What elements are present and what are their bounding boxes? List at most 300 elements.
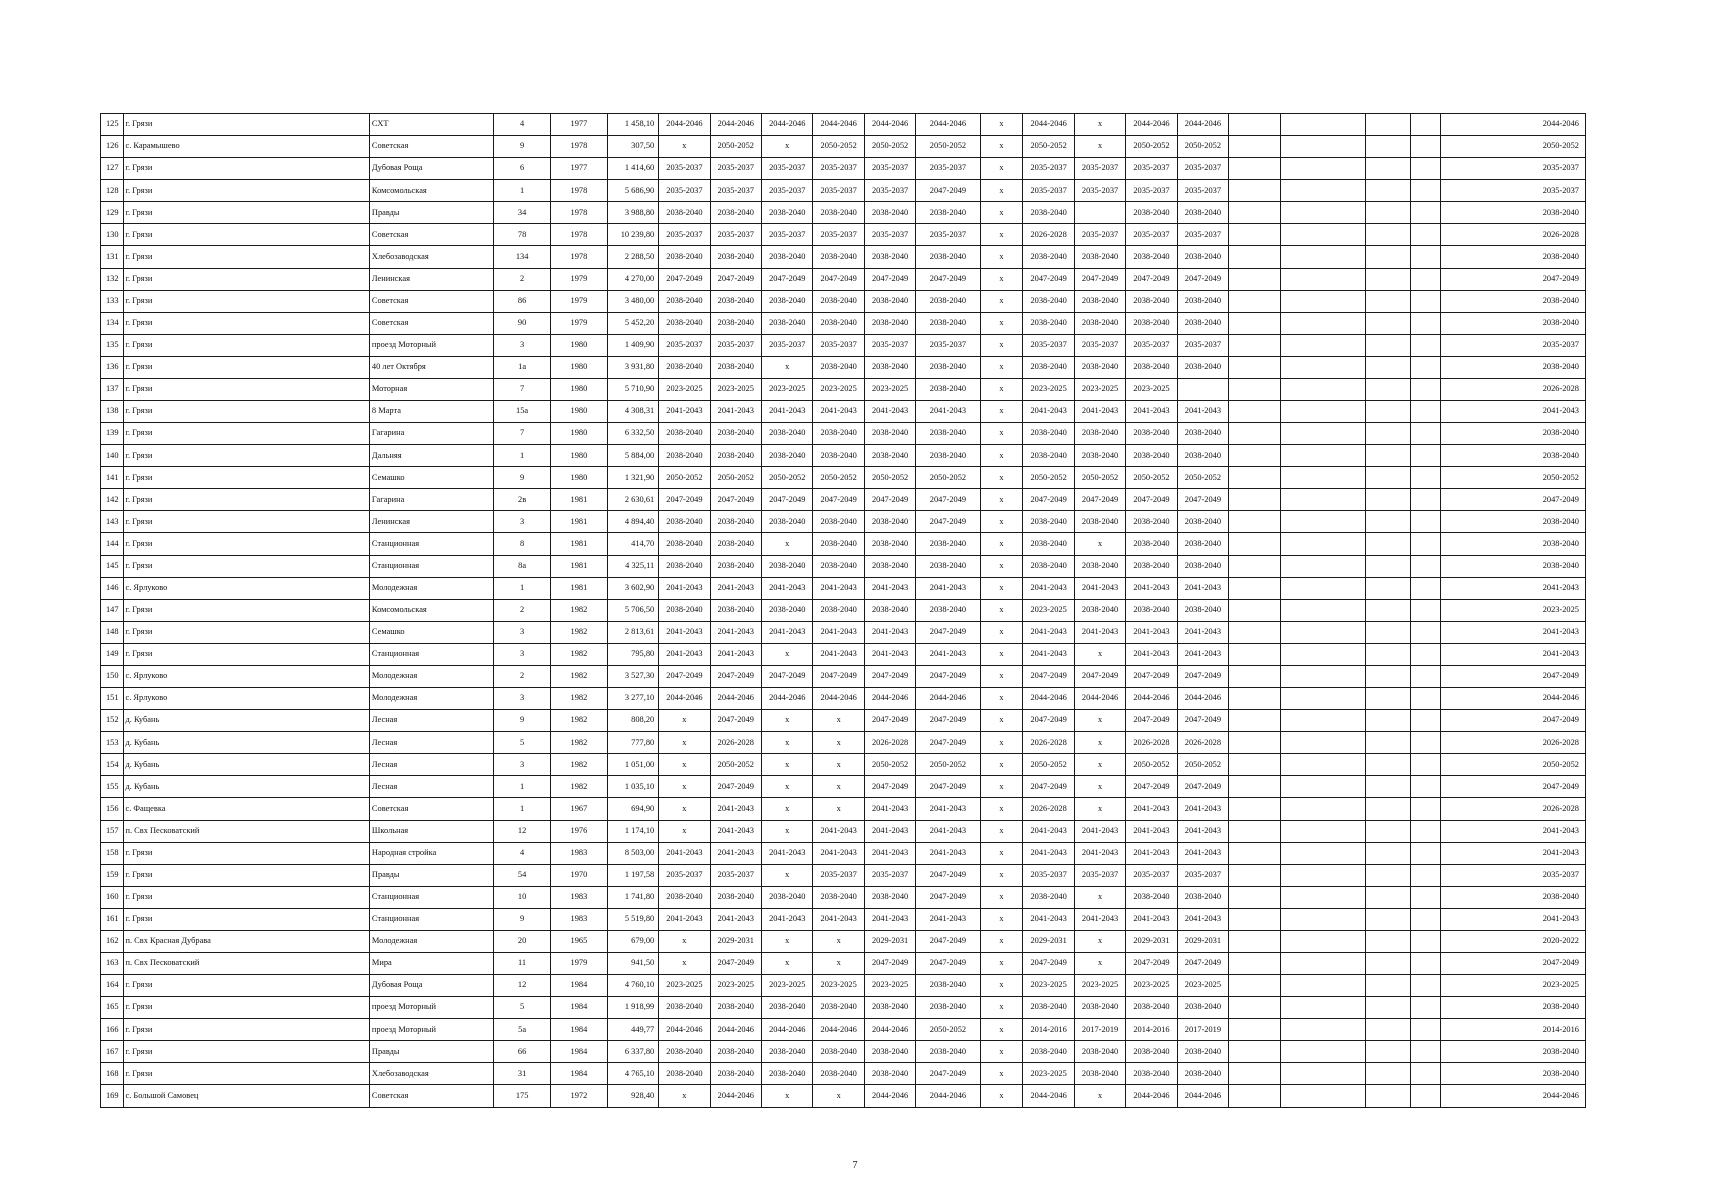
- cell-period-9: x: [1074, 1085, 1125, 1108]
- cell-period-8: 2038-2040: [1023, 997, 1074, 1019]
- cell-area: 2 288,50: [607, 246, 658, 268]
- cell-period-10: 2041-2043: [1126, 820, 1177, 842]
- cell-period-7: x: [980, 224, 1023, 246]
- cell-period-11: 2041-2043: [1177, 842, 1228, 864]
- cell-year-built: 1982: [550, 665, 607, 687]
- cell-period-5: 2038-2040: [864, 599, 915, 621]
- cell-period-15: [1411, 1041, 1441, 1063]
- cell-street: Дубовая Роща: [369, 975, 493, 997]
- cell-period-13: [1280, 798, 1366, 820]
- cell-period-5: 2023-2025: [864, 975, 915, 997]
- cell-period-7: x: [980, 577, 1023, 599]
- cell-period-10: 2047-2049: [1126, 665, 1177, 687]
- cell-period-10: 2038-2040: [1126, 246, 1177, 268]
- table-row: [101, 820, 1586, 842]
- cell-period-11: 2038-2040: [1177, 533, 1228, 555]
- cell-period-10: 2041-2043: [1126, 577, 1177, 599]
- cell-period-6: 2047-2049: [916, 180, 980, 202]
- cell-period-4: 2035-2037: [813, 158, 864, 180]
- cell-period-6: 2044-2046: [916, 1085, 980, 1108]
- cell-row-number: 151: [101, 688, 124, 710]
- cell-period-13: [1280, 842, 1366, 864]
- cell-period-5: 2038-2040: [864, 1063, 915, 1085]
- cell-period-4: 2038-2040: [813, 356, 864, 378]
- cell-period-9: x: [1074, 798, 1125, 820]
- cell-locality: с. Фащевка: [123, 798, 369, 820]
- cell-final-period: 2026-2028: [1441, 732, 1586, 754]
- cell-area: 1 458,10: [607, 114, 658, 136]
- cell-period-11: 2038-2040: [1177, 423, 1228, 445]
- cell-row-number: 139: [101, 423, 124, 445]
- cell-period-3: 2038-2040: [762, 886, 813, 908]
- cell-period-1: 2047-2049: [659, 268, 710, 290]
- cell-area: 808,20: [607, 710, 658, 732]
- cell-period-1: 2035-2037: [659, 180, 710, 202]
- cell-house-number: 8: [494, 533, 551, 555]
- cell-final-period: 2044-2046: [1441, 688, 1586, 710]
- cell-period-14: [1366, 643, 1411, 665]
- cell-street: Советская: [369, 224, 493, 246]
- cell-period-15: [1411, 1019, 1441, 1041]
- cell-period-14: [1366, 975, 1411, 997]
- cell-period-7: x: [980, 533, 1023, 555]
- cell-period-14: [1366, 401, 1411, 423]
- cell-period-6: 2035-2037: [916, 224, 980, 246]
- cell-period-13: [1280, 268, 1366, 290]
- cell-period-5: 2038-2040: [864, 555, 915, 577]
- cell-period-10: 2035-2037: [1126, 158, 1177, 180]
- cell-final-period: 2035-2037: [1441, 334, 1586, 356]
- cell-period-6: 2038-2040: [916, 378, 980, 400]
- table-row: [101, 930, 1586, 952]
- cell-period-4: 2038-2040: [813, 599, 864, 621]
- cell-locality: г. Грязи: [123, 997, 369, 1019]
- cell-year-built: 1980: [550, 445, 607, 467]
- cell-row-number: 135: [101, 334, 124, 356]
- cell-period-5: 2047-2049: [864, 952, 915, 974]
- cell-year-built: 1984: [550, 997, 607, 1019]
- cell-period-8: 2038-2040: [1023, 533, 1074, 555]
- cell-year-built: 1965: [550, 930, 607, 952]
- table-row: [101, 136, 1586, 158]
- cell-period-15: [1411, 180, 1441, 202]
- cell-period-2: 2041-2043: [710, 621, 761, 643]
- cell-row-number: 136: [101, 356, 124, 378]
- cell-period-11: 2044-2046: [1177, 114, 1228, 136]
- cell-row-number: 133: [101, 290, 124, 312]
- cell-period-3: 2047-2049: [762, 665, 813, 687]
- cell-area: 449,77: [607, 1019, 658, 1041]
- cell-period-9: 2035-2037: [1074, 334, 1125, 356]
- cell-period-3: 2038-2040: [762, 599, 813, 621]
- cell-period-14: [1366, 997, 1411, 1019]
- cell-period-3: 2038-2040: [762, 1041, 813, 1063]
- cell-period-4: 2035-2037: [813, 224, 864, 246]
- cell-period-12: [1229, 180, 1280, 202]
- cell-period-9: 2041-2043: [1074, 577, 1125, 599]
- cell-year-built: 1979: [550, 290, 607, 312]
- cell-period-8: 2023-2025: [1023, 378, 1074, 400]
- cell-final-period: 2047-2049: [1441, 268, 1586, 290]
- cell-house-number: 134: [494, 246, 551, 268]
- cell-row-number: 129: [101, 202, 124, 224]
- cell-period-1: 2041-2043: [659, 908, 710, 930]
- cell-period-11: 2038-2040: [1177, 290, 1228, 312]
- cell-period-1: 2047-2049: [659, 489, 710, 511]
- cell-period-11: 2038-2040: [1177, 246, 1228, 268]
- cell-final-period: 2035-2037: [1441, 864, 1586, 886]
- table-row: [101, 643, 1586, 665]
- cell-area: 5 884,00: [607, 445, 658, 467]
- cell-row-number: 165: [101, 997, 124, 1019]
- cell-period-14: [1366, 665, 1411, 687]
- cell-period-15: [1411, 886, 1441, 908]
- cell-area: 1 414,60: [607, 158, 658, 180]
- cell-period-15: [1411, 378, 1441, 400]
- cell-street: Моторная: [369, 378, 493, 400]
- cell-period-2: 2035-2037: [710, 224, 761, 246]
- cell-period-6: 2047-2049: [916, 886, 980, 908]
- cell-area: 414,70: [607, 533, 658, 555]
- cell-period-2: 2041-2043: [710, 908, 761, 930]
- cell-period-7: x: [980, 268, 1023, 290]
- cell-period-15: [1411, 312, 1441, 334]
- cell-period-11: 2050-2052: [1177, 136, 1228, 158]
- cell-period-8: 2029-2031: [1023, 930, 1074, 952]
- cell-period-13: [1280, 445, 1366, 467]
- cell-period-14: [1366, 290, 1411, 312]
- cell-period-13: [1280, 533, 1366, 555]
- cell-period-9: 2047-2049: [1074, 665, 1125, 687]
- cell-period-7: x: [980, 710, 1023, 732]
- cell-period-2: 2044-2046: [710, 1019, 761, 1041]
- cell-period-15: [1411, 489, 1441, 511]
- cell-period-2: 2038-2040: [710, 202, 761, 224]
- cell-period-4: 2023-2025: [813, 378, 864, 400]
- table-row: [101, 621, 1586, 643]
- cell-period-12: [1229, 290, 1280, 312]
- cell-period-12: [1229, 378, 1280, 400]
- cell-period-3: 2035-2037: [762, 180, 813, 202]
- cell-period-15: [1411, 688, 1441, 710]
- cell-period-8: 2047-2049: [1023, 776, 1074, 798]
- cell-period-7: x: [980, 334, 1023, 356]
- cell-period-13: [1280, 114, 1366, 136]
- cell-final-period: 2035-2037: [1441, 180, 1586, 202]
- cell-street: Лесная: [369, 710, 493, 732]
- cell-period-6: 2041-2043: [916, 798, 980, 820]
- cell-period-11: 2038-2040: [1177, 445, 1228, 467]
- cell-period-7: x: [980, 290, 1023, 312]
- cell-period-15: [1411, 754, 1441, 776]
- cell-locality: г. Грязи: [123, 114, 369, 136]
- cell-house-number: 4: [494, 842, 551, 864]
- cell-period-1: 2041-2043: [659, 401, 710, 423]
- cell-area: 4 325,11: [607, 555, 658, 577]
- cell-period-10: 2041-2043: [1126, 842, 1177, 864]
- table-row: [101, 577, 1586, 599]
- cell-area: 4 270,00: [607, 268, 658, 290]
- cell-period-6: 2050-2052: [916, 1019, 980, 1041]
- cell-period-4: 2038-2040: [813, 312, 864, 334]
- cell-period-2: 2041-2043: [710, 842, 761, 864]
- table-row: [101, 467, 1586, 489]
- cell-period-6: 2038-2040: [916, 1041, 980, 1063]
- cell-period-14: [1366, 114, 1411, 136]
- cell-period-5: 2038-2040: [864, 246, 915, 268]
- cell-period-13: [1280, 732, 1366, 754]
- cell-period-14: [1366, 533, 1411, 555]
- cell-period-14: [1366, 312, 1411, 334]
- table-row: [101, 401, 1586, 423]
- cell-period-13: [1280, 180, 1366, 202]
- cell-period-1: 2047-2049: [659, 665, 710, 687]
- cell-period-15: [1411, 224, 1441, 246]
- cell-period-6: 2038-2040: [916, 246, 980, 268]
- cell-period-11: 2023-2025: [1177, 975, 1228, 997]
- cell-period-12: [1229, 952, 1280, 974]
- cell-period-4: x: [813, 798, 864, 820]
- cell-period-7: x: [980, 312, 1023, 334]
- cell-period-8: 2035-2037: [1023, 334, 1074, 356]
- cell-final-period: 2038-2040: [1441, 555, 1586, 577]
- cell-period-4: 2035-2037: [813, 180, 864, 202]
- cell-period-9: 2038-2040: [1074, 599, 1125, 621]
- cell-period-12: [1229, 1085, 1280, 1108]
- cell-period-5: 2041-2043: [864, 798, 915, 820]
- cell-year-built: 1978: [550, 224, 607, 246]
- cell-row-number: 150: [101, 665, 124, 687]
- cell-year-built: 1984: [550, 1063, 607, 1085]
- cell-period-1: x: [659, 798, 710, 820]
- cell-period-8: 2047-2049: [1023, 952, 1074, 974]
- table-row: [101, 511, 1586, 533]
- cell-period-7: x: [980, 158, 1023, 180]
- cell-period-3: x: [762, 732, 813, 754]
- cell-locality: г. Грязи: [123, 202, 369, 224]
- cell-year-built: 1982: [550, 754, 607, 776]
- table-row: [101, 1085, 1586, 1108]
- cell-period-2: 2038-2040: [710, 555, 761, 577]
- cell-row-number: 143: [101, 511, 124, 533]
- cell-final-period: 2038-2040: [1441, 886, 1586, 908]
- cell-street: Лесная: [369, 754, 493, 776]
- cell-period-7: x: [980, 1041, 1023, 1063]
- cell-period-4: 2035-2037: [813, 334, 864, 356]
- cell-row-number: 128: [101, 180, 124, 202]
- cell-row-number: 164: [101, 975, 124, 997]
- cell-final-period: 2041-2043: [1441, 621, 1586, 643]
- cell-period-10: 2041-2043: [1126, 908, 1177, 930]
- cell-locality: г. Грязи: [123, 312, 369, 334]
- table-row: [101, 312, 1586, 334]
- cell-house-number: 9: [494, 136, 551, 158]
- cell-period-10: 2047-2049: [1126, 268, 1177, 290]
- cell-period-2: 2038-2040: [710, 423, 761, 445]
- cell-period-8: 2041-2043: [1023, 908, 1074, 930]
- cell-period-14: [1366, 158, 1411, 180]
- cell-period-7: x: [980, 798, 1023, 820]
- cell-period-14: [1366, 136, 1411, 158]
- cell-area: 777,80: [607, 732, 658, 754]
- cell-period-1: 2044-2046: [659, 1019, 710, 1041]
- cell-street: Станционная: [369, 533, 493, 555]
- cell-period-2: 2023-2025: [710, 378, 761, 400]
- cell-row-number: 145: [101, 555, 124, 577]
- cell-period-6: 2041-2043: [916, 401, 980, 423]
- cell-period-10: 2038-2040: [1126, 445, 1177, 467]
- cell-period-3: 2038-2040: [762, 555, 813, 577]
- cell-row-number: 154: [101, 754, 124, 776]
- cell-period-10: 2038-2040: [1126, 356, 1177, 378]
- cell-period-11: 2038-2040: [1177, 1041, 1228, 1063]
- cell-period-4: x: [813, 930, 864, 952]
- cell-period-2: 2038-2040: [710, 997, 761, 1019]
- cell-street: Советская: [369, 136, 493, 158]
- cell-period-9: 2041-2043: [1074, 842, 1125, 864]
- cell-period-13: [1280, 599, 1366, 621]
- cell-period-4: 2044-2046: [813, 1019, 864, 1041]
- cell-period-2: 2038-2040: [710, 246, 761, 268]
- cell-period-12: [1229, 864, 1280, 886]
- table-row: [101, 180, 1586, 202]
- cell-period-4: 2041-2043: [813, 621, 864, 643]
- cell-period-1: x: [659, 820, 710, 842]
- cell-period-15: [1411, 555, 1441, 577]
- cell-area: 3 480,00: [607, 290, 658, 312]
- cell-year-built: 1982: [550, 599, 607, 621]
- cell-period-8: 2038-2040: [1023, 246, 1074, 268]
- cell-final-period: 2047-2049: [1441, 952, 1586, 974]
- cell-period-2: 2023-2025: [710, 975, 761, 997]
- cell-period-13: [1280, 710, 1366, 732]
- cell-final-period: 2014-2016: [1441, 1019, 1586, 1041]
- cell-house-number: 1: [494, 180, 551, 202]
- cell-house-number: 3: [494, 334, 551, 356]
- cell-period-7: x: [980, 621, 1023, 643]
- cell-street: проезд Моторный: [369, 1019, 493, 1041]
- cell-final-period: 2038-2040: [1441, 202, 1586, 224]
- cell-period-15: [1411, 599, 1441, 621]
- cell-house-number: 2: [494, 599, 551, 621]
- cell-period-11: 2044-2046: [1177, 688, 1228, 710]
- cell-period-1: 2038-2040: [659, 290, 710, 312]
- cell-period-14: [1366, 467, 1411, 489]
- cell-period-15: [1411, 114, 1441, 136]
- cell-period-14: [1366, 908, 1411, 930]
- cell-period-12: [1229, 401, 1280, 423]
- cell-final-period: 2047-2049: [1441, 710, 1586, 732]
- cell-year-built: 1979: [550, 312, 607, 334]
- cell-period-12: [1229, 1063, 1280, 1085]
- cell-period-5: 2038-2040: [864, 202, 915, 224]
- cell-period-4: 2023-2025: [813, 975, 864, 997]
- cell-period-13: [1280, 864, 1366, 886]
- cell-period-6: 2047-2049: [916, 268, 980, 290]
- cell-period-14: [1366, 599, 1411, 621]
- cell-period-13: [1280, 224, 1366, 246]
- cell-period-2: 2038-2040: [710, 445, 761, 467]
- cell-period-9: 2050-2052: [1074, 467, 1125, 489]
- cell-period-6: 2038-2040: [916, 290, 980, 312]
- cell-period-12: [1229, 423, 1280, 445]
- table-row: [101, 334, 1586, 356]
- cell-area: 10 239,80: [607, 224, 658, 246]
- cell-period-2: 2038-2040: [710, 886, 761, 908]
- cell-period-5: 2038-2040: [864, 356, 915, 378]
- cell-period-13: [1280, 665, 1366, 687]
- cell-period-3: x: [762, 533, 813, 555]
- cell-period-5: 2035-2037: [864, 224, 915, 246]
- cell-final-period: 2050-2052: [1441, 136, 1586, 158]
- cell-period-6: 2047-2049: [916, 489, 980, 511]
- cell-period-10: 2035-2037: [1126, 864, 1177, 886]
- cell-period-2: 2038-2040: [710, 312, 761, 334]
- cell-locality: с. Ярлуково: [123, 688, 369, 710]
- cell-period-1: x: [659, 710, 710, 732]
- cell-final-period: 2026-2028: [1441, 798, 1586, 820]
- cell-period-4: x: [813, 776, 864, 798]
- cell-row-number: 144: [101, 533, 124, 555]
- cell-period-6: 2047-2049: [916, 1063, 980, 1085]
- cell-area: 4 308,31: [607, 401, 658, 423]
- cell-period-15: [1411, 401, 1441, 423]
- cell-period-9: x: [1074, 754, 1125, 776]
- table-row: [101, 378, 1586, 400]
- cell-period-3: 2041-2043: [762, 908, 813, 930]
- cell-period-7: x: [980, 886, 1023, 908]
- cell-period-4: 2041-2043: [813, 577, 864, 599]
- cell-house-number: 15а: [494, 401, 551, 423]
- cell-area: 694,90: [607, 798, 658, 820]
- cell-period-6: 2047-2049: [916, 732, 980, 754]
- cell-period-5: 2026-2028: [864, 732, 915, 754]
- cell-period-6: 2047-2049: [916, 930, 980, 952]
- cell-period-13: [1280, 555, 1366, 577]
- cell-period-8: 2050-2052: [1023, 136, 1074, 158]
- cell-row-number: 148: [101, 621, 124, 643]
- cell-street: Ленинская: [369, 511, 493, 533]
- cell-period-4: x: [813, 754, 864, 776]
- cell-final-period: 2038-2040: [1441, 1041, 1586, 1063]
- cell-period-4: 2047-2049: [813, 268, 864, 290]
- cell-period-5: 2047-2049: [864, 776, 915, 798]
- cell-house-number: 4: [494, 114, 551, 136]
- cell-period-12: [1229, 555, 1280, 577]
- cell-period-11: 2038-2040: [1177, 886, 1228, 908]
- cell-area: 6 332,50: [607, 423, 658, 445]
- cell-period-15: [1411, 710, 1441, 732]
- table-row: [101, 202, 1586, 224]
- cell-house-number: 1: [494, 577, 551, 599]
- cell-period-1: x: [659, 732, 710, 754]
- cell-final-period: 2038-2040: [1441, 423, 1586, 445]
- cell-period-15: [1411, 643, 1441, 665]
- table-row: [101, 158, 1586, 180]
- cell-period-8: 2038-2040: [1023, 202, 1074, 224]
- cell-period-5: 2050-2052: [864, 136, 915, 158]
- cell-period-3: 2023-2025: [762, 975, 813, 997]
- table-row: [101, 246, 1586, 268]
- cell-period-14: [1366, 688, 1411, 710]
- cell-period-10: 2038-2040: [1126, 423, 1177, 445]
- cell-period-8: 2038-2040: [1023, 1041, 1074, 1063]
- cell-period-5: 2038-2040: [864, 533, 915, 555]
- cell-period-7: x: [980, 930, 1023, 952]
- cell-final-period: 2050-2052: [1441, 754, 1586, 776]
- cell-period-13: [1280, 202, 1366, 224]
- cell-year-built: 1977: [550, 158, 607, 180]
